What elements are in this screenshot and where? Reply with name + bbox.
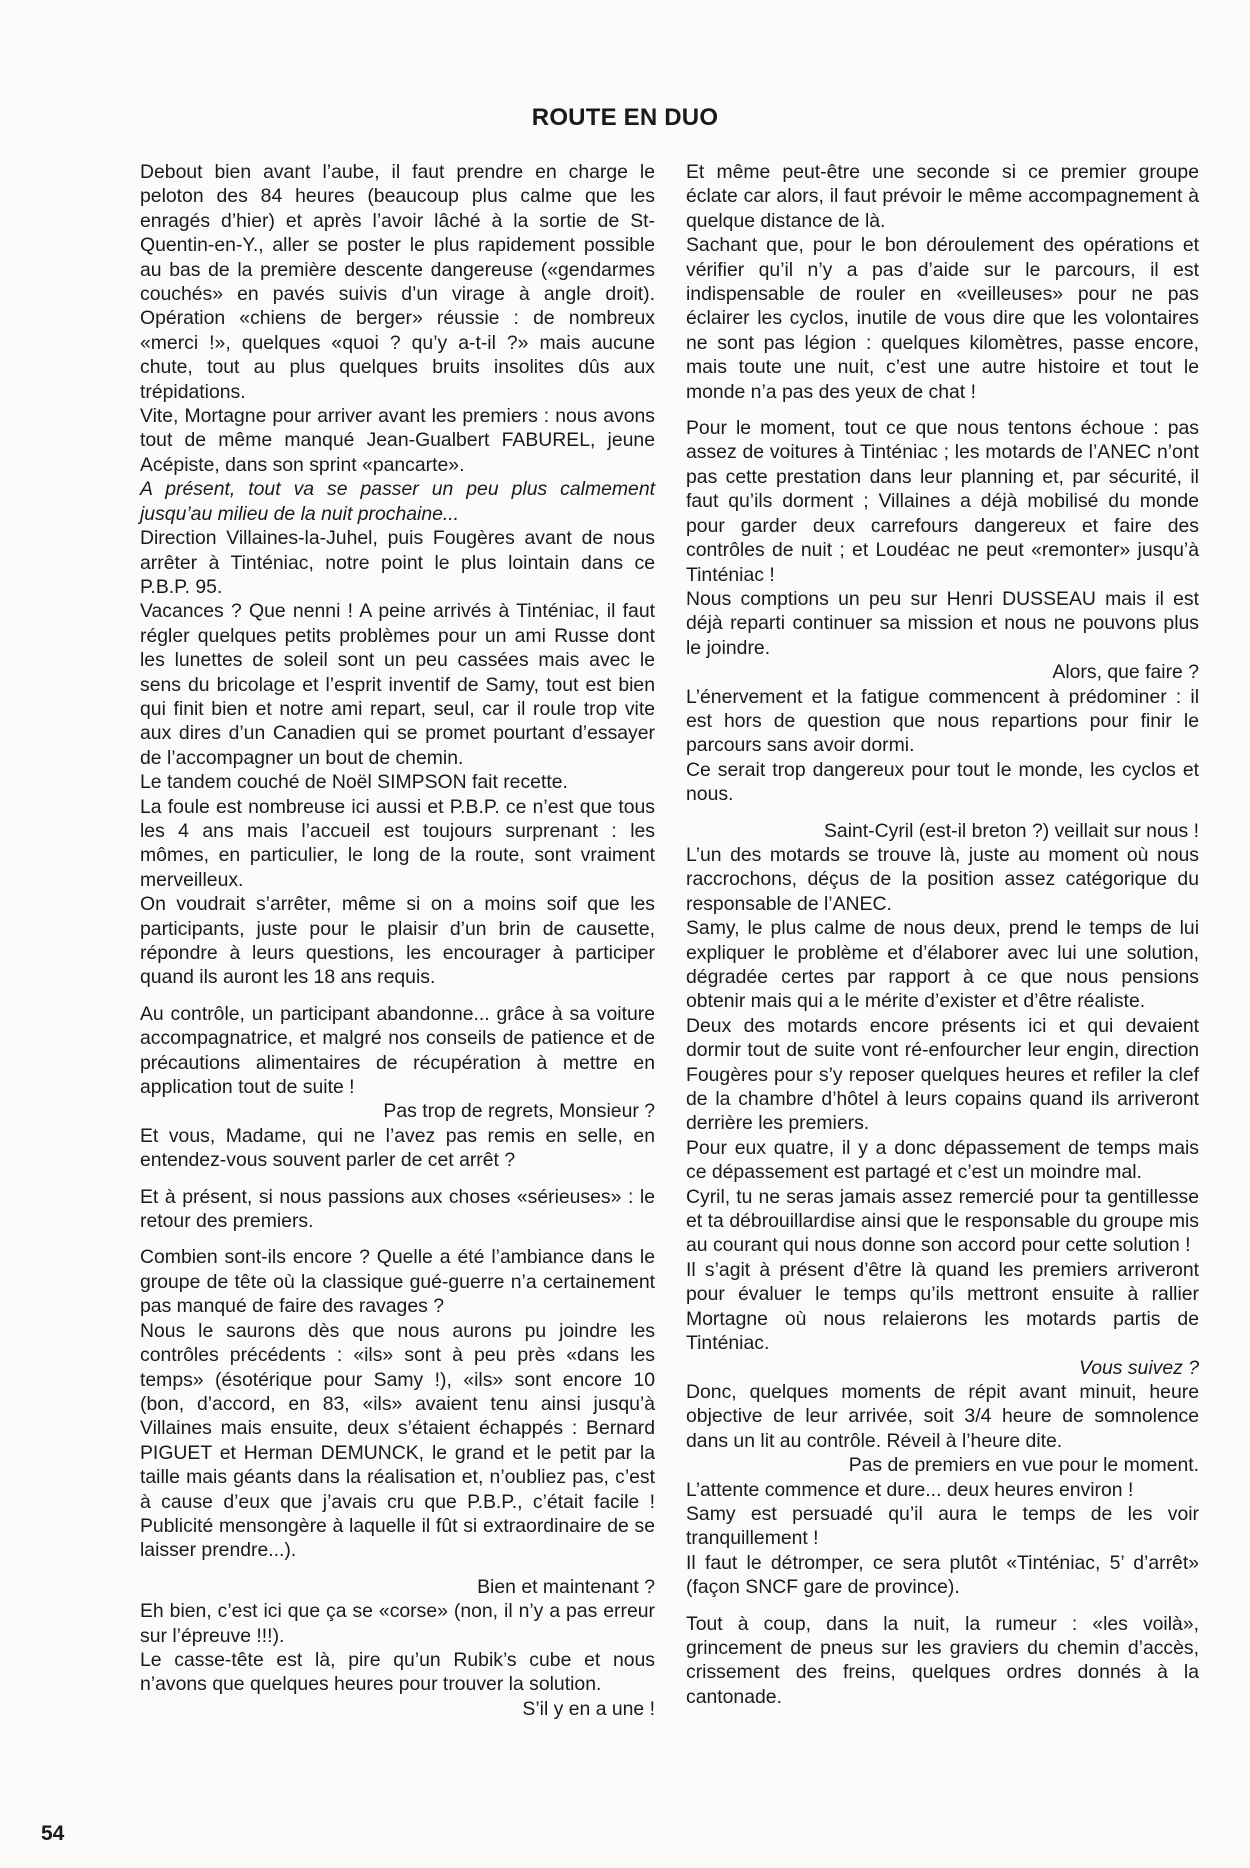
paragraph: Au contrôle, un participant abandonne... grâce à sa voiture accompagnatrice, et malgré nos conseils de patience et de précautions alimentaires de récupération à mettre en application tout de suite ! — [140, 1002, 655, 1099]
paragraph: La foule est nombreuse ici aussi et P.B.P. ce n’est que tous les 4 ans mais l’accueil est toujours surprenant : les mômes, en particulier, le long de la route, sont vraiment merveilleux. — [140, 795, 655, 891]
paragraph: On voudrait s’arrêter, même si on a moins soif que les participants, juste pour le plaisir d’un brin de causette, répondre à leurs questions, les encourager à participer quand ils auront les 18 ans requis. — [140, 893, 655, 989]
left-column — [140, 160, 655, 1721]
paragraph: Donc, quelques moments de répit avant minuit, heure objective de leur arrivée, soit 3/4 heure de somnolence dans un lit au contrôle. Réveil à l’heure dite. — [686, 1380, 1199, 1452]
paragraph: Deux des motards encore présents ici et qui devaient dormir tout de suite vont ré-enfourcher leur engin, direction Fougères pour s’y reposer quelques heures et refiler la clef de la chambre d’hôtel à leurs copains quand ils arriveront derrière les premiers. — [686, 1014, 1199, 1135]
page-number: 54 — [41, 1822, 65, 1845]
paragraph: Pas de premiers en vue pour le moment. — [848, 1454, 1199, 1477]
paragraph: A présent, tout va se passer un peu plus calmement jusqu’au milieu de la nuit prochaine... — [140, 478, 655, 525]
paragraph: L’énervement et la fatigue commencent à prédominer : il est hors de question que nous repartions pour finir le parcours sans avoir dormi. — [686, 685, 1199, 757]
paragraph: Il s’agit à présent d’être là quand les premiers arriveront pour évaluer le temps qu’ils mettront ensuite à rallier Mortagne où nous relaierons les motards partis de Tinténiac. — [686, 1258, 1199, 1355]
page-title: ROUTE EN DUO — [531, 104, 719, 131]
paragraph: L’un des motards se trouve là, juste au moment où nous raccrochons, déçus de la position assez catégorique du responsable de l’ANEC. — [686, 843, 1199, 915]
paragraph: Nous le saurons dès que nous aurons pu joindre les contrôles précédents : «ils» sont à peu près «dans les temps» (ésotérique pour Samy !), «ils» sont encore 10 (bon, d’accord, en 83, «ils» avaient tenu ainsi jusqu’à Villaines mais ensuite, deux s’étaient échappés : Bernard PIGUET et Herman DEMUNCK, le grand et le petit par la taille mais géants dans la réalisation et, n’oubliez pas, c’est à cause d’eux que j’avais cru que P.B.P., c’était facile ! Publicité mensongère à laquelle il fût si extraordinaire de se laisser prendre...). — [140, 1319, 655, 1562]
paragraph: Nous comptions un peu sur Henri DUSSEAU mais il est déjà reparti continuer sa mission et nous ne pouvons plus le joindre. — [686, 587, 1199, 659]
paragraph: Pour eux quatre, il y a donc dépassement de temps mais ce dépassement est partagé et c’est un moindre mal. — [686, 1136, 1199, 1184]
paragraph: Tout à coup, dans la nuit, la rumeur : «les voilà», grincement de pneus sur les graviers du chemin d’accès, crissement des freins, quelques ordres donnés à la cantonade. — [686, 1612, 1199, 1708]
right-column — [686, 160, 1199, 1709]
paragraph: L’attente commence et dure... deux heures environ ! — [686, 1478, 1134, 1501]
paragraph: Samy est persuadé qu’il aura le temps de les voir tranquillement ! — [686, 1502, 1199, 1550]
paragraph: Vous suivez ? — [1079, 1356, 1199, 1379]
paragraph: Cyril, tu ne seras jamais assez remercié pour ta gentillesse et ta débrouillardise ainsi que le responsable du groupe mis au courant qui nous donne son accord pour cette solution ! — [686, 1185, 1199, 1257]
paragraph: Vacances ? Que nenni ! A peine arrivés à Tinténiac, il faut régler quelques petits problèmes pour un ami Russe dont les lunettes de soleil sont un peu cassées mais avec le sens du bricolage et l’esprit inventif de Samy, tout est bien qui finit bien et notre ami repart, seul, car il roule trop vite aux dires d’un Canadien qui se promet pourtant d’essayer de l’accompagner un bout de chemin. — [140, 600, 655, 769]
paragraph: Le tandem couché de Noël SIMPSON fait recette. — [140, 771, 568, 794]
paragraph: Saint-Cyril (est-il breton ?) veillait sur nous ! — [823, 819, 1199, 842]
paragraph: Le casse-tête est là, pire qu’un Rubik’s cube et nous n’avons que quelques heures pour trouver la solution. — [140, 1648, 655, 1696]
paragraph: Et vous, Madame, qui ne l’avez pas remis en selle, en entendez-vous souvent parler de cet arrêt ? — [140, 1124, 655, 1172]
paragraph: Ce serait trop dangereux pour tout le monde, les cyclos et nous. — [686, 758, 1199, 806]
paragraph: Direction Villaines-la-Juhel, puis Fougères avant de nous arrêter à Tinténiac, notre point le plus lointain dans ce P.B.P. 95. — [140, 527, 655, 598]
paragraph: Sachant que, pour le bon déroulement des opérations et vérifier qu’il n’y a pas d’aide sur le parcours, il est indispensable de rouler en «veilleuses» pour ne pas éclairer les cyclos, inutile de vous dire que les volontaires ne sont pas légion : quelques kilomètres, passe encore, mais toute une nuit, c’est une autre histoire et tout le monde n’a pas des yeux de chat ! — [686, 234, 1199, 403]
paragraph: Eh bien, c’est ici que ça se «corse» (non, il n’y a pas erreur sur l’épreuve !!!). — [140, 1600, 655, 1647]
paragraph: Combien sont-ils encore ? Quelle a été l’ambiance dans le groupe de tête où la classique gué-guerre n’a certainement pas manqué de faire des ravages ? — [140, 1246, 655, 1318]
paragraph: Et même peut-être une seconde si ce premier groupe éclate car alors, il faut prévoir le même accompagnement à quelque distance de là. — [686, 161, 1199, 232]
paragraph: Vite, Mortagne pour arriver avant les premiers : nous avons tout de même manqué Jean-Gualbert FABUREL, jeune Acépiste, dans son sprint «pancarte». — [140, 405, 655, 476]
paragraph: Et à présent, si nous passions aux choses «sérieuses» : le retour des premiers. — [140, 1185, 655, 1233]
paragraph: Alors, que faire ? — [1052, 661, 1199, 684]
paragraph: Pour le moment, tout ce que nous tentons échoue : pas assez de voitures à Tinténiac ; les motards de l’ANEC n’ont pas cette prestation dans leur planning et, par sécurité, il faut qu’ils dorment ; Villaines a déjà mobilisé du monde pour garder deux carrefours dangereux et faire des contrôles de nuit ; et Loudéac ne peut «remonter» jusqu’à Tinténiac ! — [686, 417, 1199, 586]
paragraph: Samy, le plus calme de nous deux, prend le temps de lui expliquer le problème et d’élaborer avec lui une solution, dégradée certes par rapport à ce que nous pensions obtenir mais qui a le mérite d’exister et d’être réaliste. — [686, 917, 1199, 1013]
paragraph: Bien et maintenant ? — [477, 1575, 655, 1598]
paragraph: Il faut le détromper, ce sera plutôt «Tinténiac, 5’ d’arrêt» (façon SNCF gare de province). — [686, 1551, 1199, 1599]
paragraph: S’il y en a une ! — [522, 1697, 655, 1720]
paragraph: Debout bien avant l’aube, il faut prendre en charge le peloton des 84 heures (beaucoup plus calme que les enragés d’hier) et après l’avoir lâché à la sortie de St-Quentin-en-Y., aller se poster le plus rapidement possible au bas de la première descente dangereuse («gendarmes couchés» en pavés suivis d’un virage à angle droit). Opération «chiens de berger» réussie : de nombreux «merci !», quelques «quoi ? qu’y a-t-il ?» mais aucune chute, tout au plus quelques bruits insolites dûs aux trépidations. — [140, 161, 655, 403]
paragraph: Pas trop de regrets, Monsieur ? — [383, 1100, 655, 1123]
